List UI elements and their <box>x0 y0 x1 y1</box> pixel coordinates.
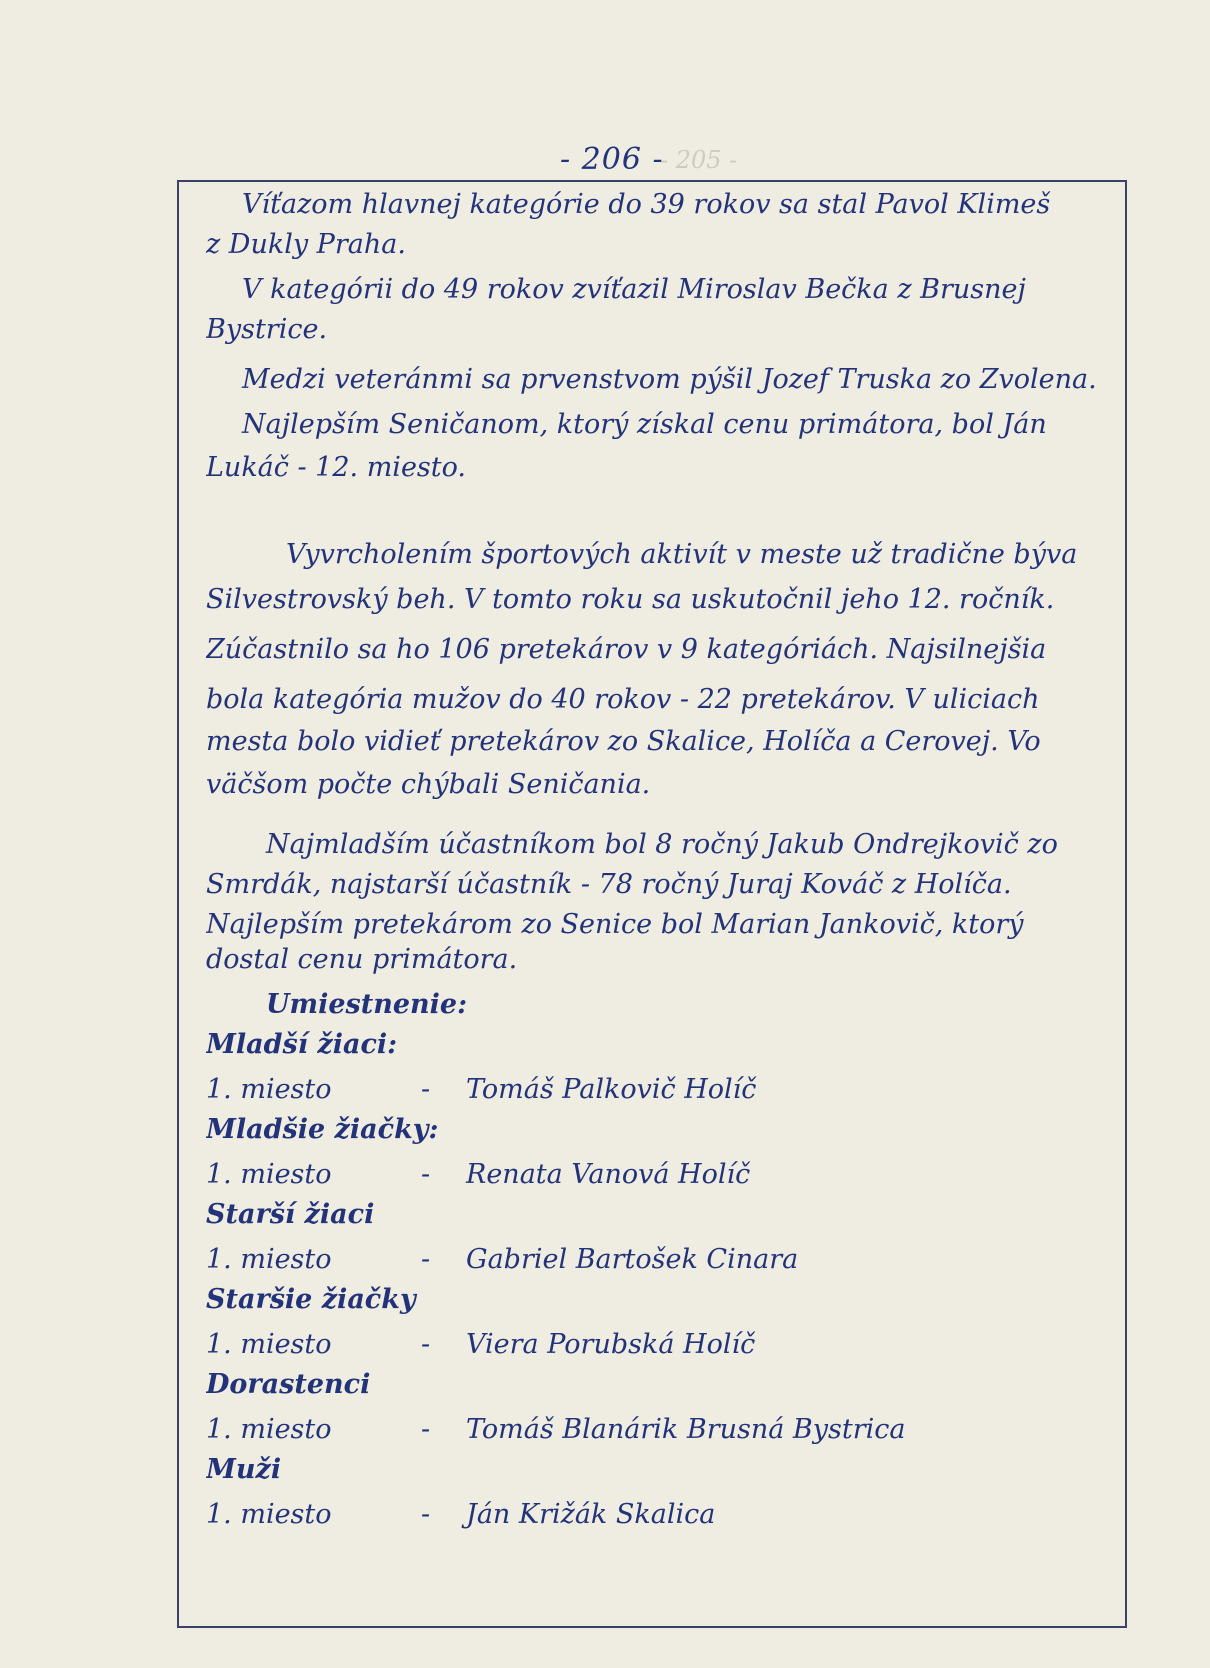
winner: Renata Vanová Holíč <box>466 1159 751 1190</box>
category-name: Muži <box>206 1454 282 1485</box>
result-row <box>206 1070 1121 1110</box>
category-name: Mladšie žiačky: <box>206 1114 439 1145</box>
results-heading: Umiestnenie: <box>266 989 468 1020</box>
category-name: Mladší žiaci: <box>206 1029 398 1060</box>
text-line: dostal cenu primátora. <box>206 944 518 975</box>
bleed-page-number: - 205 - <box>660 146 738 174</box>
text-line: Víťazom hlavnej kategórie do 39 rokov sa stal Pavol Klimeš <box>242 189 1051 220</box>
winner: Tomáš Palkovič Holíč <box>466 1074 757 1105</box>
category-name: Starší žiaci <box>206 1199 375 1230</box>
winner: Gabriel Bartošek Cinara <box>466 1244 799 1275</box>
text-line: Bystrice. <box>206 314 328 345</box>
place: 1. miesto <box>206 1414 332 1445</box>
text-line: V kategórii do 49 rokov zvíťazil Miroslav Bečka z Brusnej <box>242 274 1026 305</box>
text-line: Smrdák, najstarší účastník - 78 ročný Juraj Kováč z Holíča. <box>206 869 1012 900</box>
text-line: bola kategória mužov do 40 rokov - 22 pretekárov. V uliciach <box>206 684 1040 715</box>
winner: Tomáš Blanárik Brusná Bystrica <box>466 1414 906 1445</box>
place: 1. miesto <box>206 1159 332 1190</box>
result-row <box>206 1325 1121 1365</box>
text-line: Zúčastnilo sa ho 106 pretekárov v 9 kategóriách. Najsilnejšia <box>206 634 1047 665</box>
category-name: Dorastenci <box>206 1369 371 1400</box>
dash: - <box>421 1244 431 1275</box>
text-line: väčšom počte chýbali Seničania. <box>206 769 651 800</box>
dash: - <box>421 1159 431 1190</box>
result-row <box>206 1155 1121 1195</box>
text-line: Najmladším účastníkom bol 8 ročný Jakub Ondrejkovič zo <box>266 829 1058 860</box>
page-number: - 206 - <box>560 142 664 177</box>
text-line: mesta bolo vidieť pretekárov zo Skalice, Holíča a Cerovej. Vo <box>206 726 1041 757</box>
text-line: Medzi veteránmi sa prvenstvom pýšil Jozef Truska zo Zvolena. <box>242 364 1097 395</box>
text-line: Silvestrovský beh. V tomto roku sa uskutočnil jeho 12. ročník. <box>206 584 1055 615</box>
place: 1. miesto <box>206 1499 332 1530</box>
result-row <box>206 1495 1121 1535</box>
dash: - <box>421 1074 431 1105</box>
text-line: Vyvrcholením športových aktivít v meste už tradične býva <box>286 539 1078 570</box>
place: 1. miesto <box>206 1074 332 1105</box>
place: 1. miesto <box>206 1244 332 1275</box>
dash: - <box>421 1499 431 1530</box>
winner: Ján Križák Skalica <box>466 1499 716 1530</box>
dash: - <box>421 1414 431 1445</box>
winner: Viera Porubská Holíč <box>466 1329 756 1360</box>
text-line: z Dukly Praha. <box>206 229 406 260</box>
dash: - <box>421 1329 431 1360</box>
text-line: Lukáč - 12. miesto. <box>206 452 466 483</box>
text-line: Najlepším pretekárom zo Senice bol Marian Jankovič, ktorý <box>206 909 1024 940</box>
place: 1. miesto <box>206 1329 332 1360</box>
result-row <box>206 1410 1121 1450</box>
result-row <box>206 1240 1121 1280</box>
category-name: Staršie žiačky <box>206 1284 416 1315</box>
text-line: Najlepším Seničanom, ktorý získal cenu primátora, bol Ján <box>242 409 1047 440</box>
